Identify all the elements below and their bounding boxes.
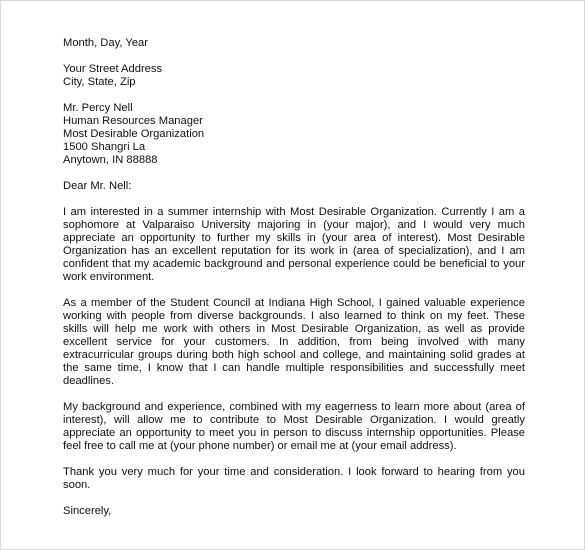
sender-city-state-zip: City, State, Zip bbox=[63, 76, 136, 88]
date-block bbox=[63, 37, 525, 50]
letter-date: Month, Day, Year bbox=[63, 37, 148, 49]
sender-address bbox=[63, 63, 525, 89]
recipient-name: Mr. Percy Nell bbox=[63, 102, 133, 114]
recipient-address bbox=[63, 102, 525, 167]
body-paragraph-1: I am interested in a summer internship with Most Desirable Organization. Currently I am a sophomore at Valparaiso University majoring in (your major), and I would very much appreciate an opportunity to further my skills in (your area of interest). Most Desirable Organization has an excellent reputation for its work in (area of specialization), and I am confident that my academic background and personal experience could be beneficial to your work environment. bbox=[63, 206, 525, 283]
body-paragraph-2: As a member of the Student Council at Indiana High School, I gained valuable experience working with people from diverse backgrounds. I also learned to think on my feet. These skills will help me work with others in Most Desirable Organization, as well as provide excellent service for your customers. In addition, from being involved with many extracurricular groups during both high school and college, and maintaining solid grades at the same time, I know that I can handle multiple responsibilities and successfully meet deadlines. bbox=[63, 297, 525, 387]
recipient-organization: Most Desirable Organization bbox=[63, 128, 205, 140]
salutation bbox=[63, 180, 525, 193]
recipient-title: Human Resources Manager bbox=[63, 115, 203, 127]
body-paragraph-3: My background and experience, combined with my eagerness to learn more about (area of interest), will allow me to contribute to Most Desirable Organization. I would greatly appreciate an opportunity to meet you in person to discuss internship opportunities. Please feel free to call me at (your phone number) or email me at (your email address). bbox=[63, 401, 525, 452]
recipient-city-state-zip: Anytown, IN 88888 bbox=[63, 154, 158, 166]
recipient-street: 1500 Shangri La bbox=[63, 141, 146, 153]
salutation-text: Dear Mr. Nell: bbox=[63, 180, 132, 192]
closing: Sincerely, bbox=[63, 505, 112, 517]
sender-street: Your Street Address bbox=[63, 63, 163, 75]
cover-letter bbox=[63, 37, 525, 518]
body-paragraph-4: Thank you very much for your time and consideration. I look forward to hearing from you soon. bbox=[63, 466, 525, 491]
